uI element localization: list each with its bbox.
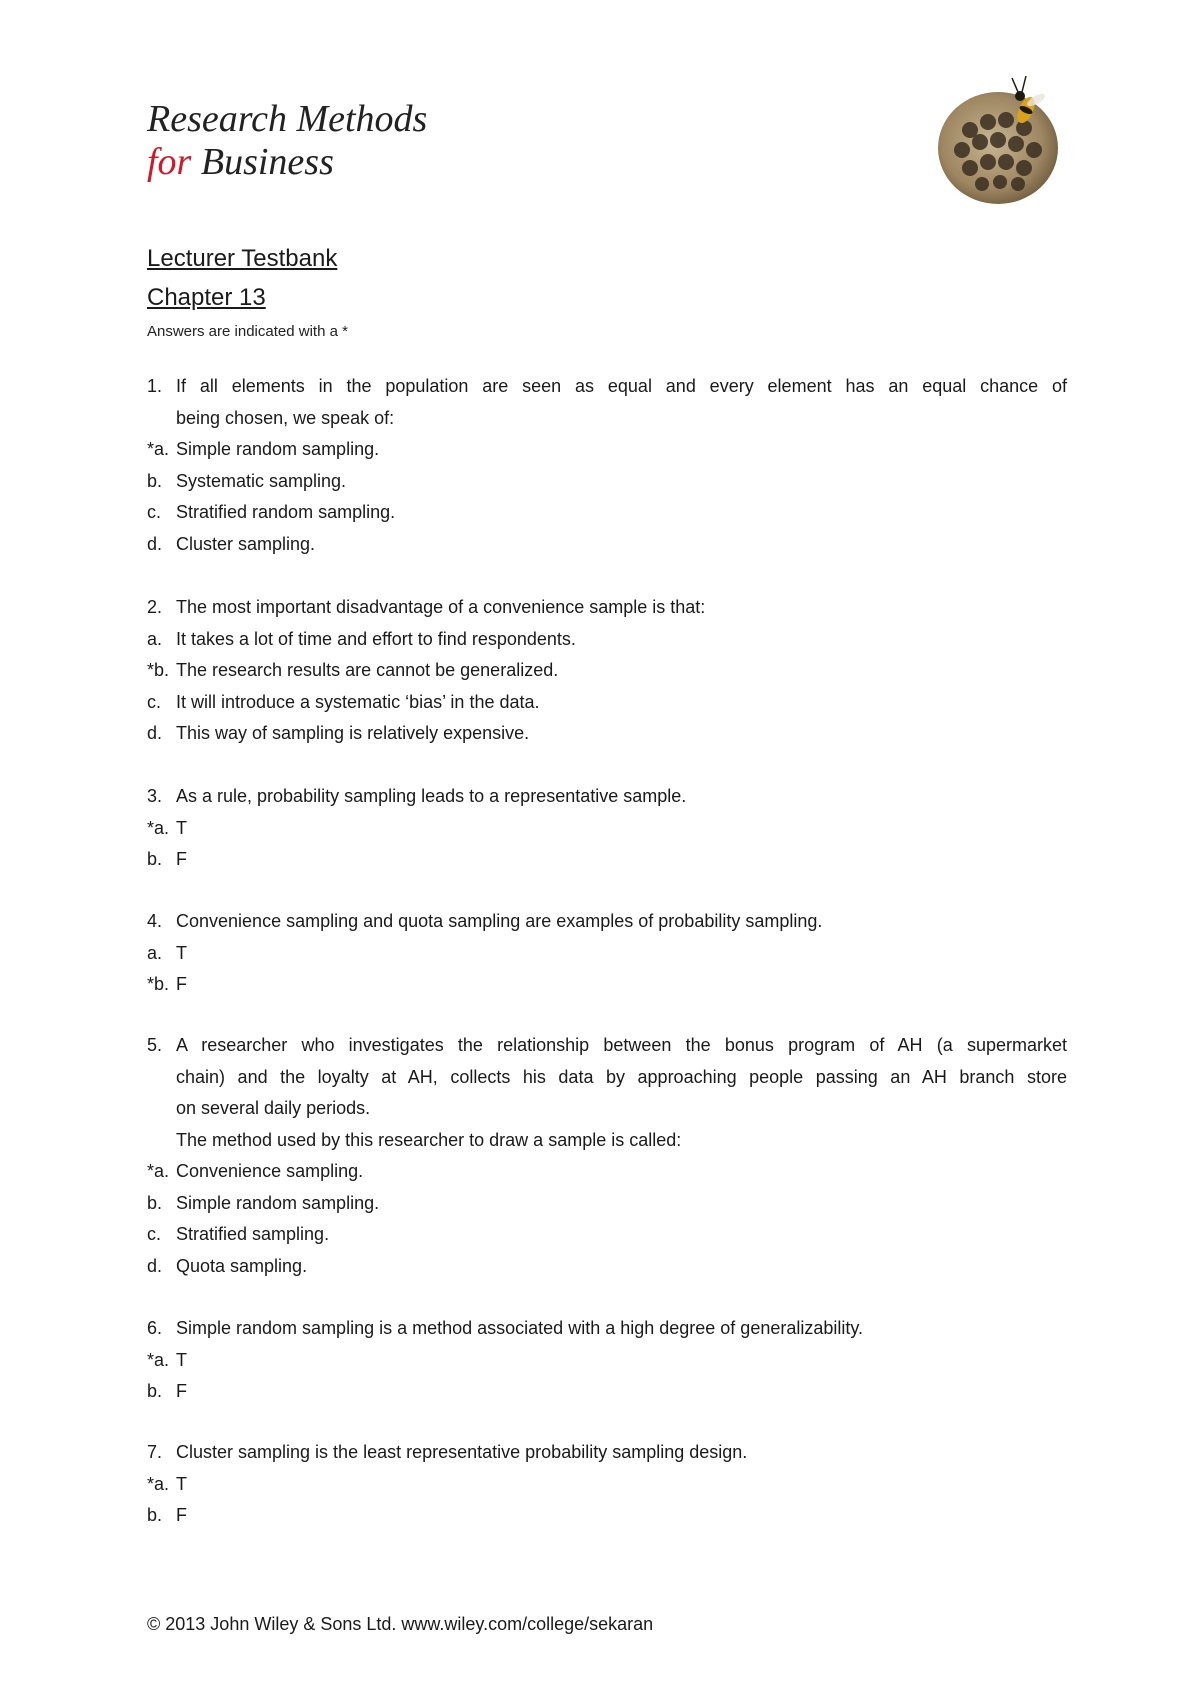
answer-option: *a. Simple random sampling. bbox=[147, 439, 380, 459]
question-4 bbox=[147, 906, 1067, 1001]
answer-option: a. It takes a lot of time and effort to find respondents. bbox=[147, 628, 576, 649]
answer-option: b. Simple random sampling. bbox=[147, 1192, 380, 1213]
book-title-line2 bbox=[147, 141, 427, 184]
question-number: 3. bbox=[147, 786, 163, 806]
question-5 bbox=[147, 1030, 1067, 1282]
question-number: 1. bbox=[147, 376, 163, 396]
answer-option: *a. T bbox=[147, 1473, 187, 1494]
question-text: chain) and the loyalty at AH, collects his data by approaching people passing an AH branch store bbox=[176, 1066, 1067, 1087]
answer-option: b. F bbox=[147, 849, 187, 869]
answer-option: c. It will introduce a systematic ‘bias’ in the data. bbox=[147, 691, 540, 712]
question-text: Cluster sampling is the least representative probability sampling design. bbox=[176, 1442, 748, 1462]
question-text: The most important disadvantage of a convenience sample is that: bbox=[176, 597, 706, 617]
question-number: 5. bbox=[147, 1035, 163, 1055]
answer-option: *b. The research results are cannot be generalized. bbox=[147, 660, 559, 680]
answer-key-note: Answers are indicated with a * bbox=[147, 323, 348, 340]
title-for: for bbox=[147, 141, 192, 183]
question-number: 6. bbox=[147, 1318, 163, 1338]
question-text: Simple random sampling is a method associated with a high degree of generalizability. bbox=[176, 1318, 864, 1338]
answer-option: *b. F bbox=[147, 974, 187, 994]
book-title-line1: Research Methods bbox=[147, 98, 428, 140]
answer-option: b. F bbox=[147, 1505, 187, 1525]
answer-option: *a. Convenience sampling. bbox=[147, 1161, 364, 1181]
answer-option: a. T bbox=[147, 942, 187, 963]
answer-option: b. F bbox=[147, 1381, 187, 1401]
answer-option: c. Stratified random sampling. bbox=[147, 502, 396, 522]
question-2 bbox=[147, 592, 1067, 750]
question-6 bbox=[147, 1313, 1067, 1408]
testbank-heading: Lecturer Testbank bbox=[147, 245, 338, 272]
question-number: 7. bbox=[147, 1442, 163, 1462]
question-7 bbox=[147, 1437, 1067, 1532]
question-number: 2. bbox=[147, 597, 163, 617]
chapter-heading: Chapter 13 bbox=[147, 284, 266, 311]
question-3 bbox=[147, 781, 1067, 876]
copyright-footer: © 2013 John Wiley & Sons Ltd. www.wiley.com/college/sekaran bbox=[147, 1614, 654, 1634]
answer-option: *a. T bbox=[147, 1349, 187, 1370]
book-title bbox=[147, 98, 427, 184]
question-text: Convenience sampling and quota sampling are examples of probability sampling. bbox=[176, 911, 823, 931]
question-text: on several daily periods. bbox=[176, 1098, 371, 1118]
answer-option: d. Cluster sampling. bbox=[147, 533, 316, 554]
answer-option: b. Systematic sampling. bbox=[147, 470, 347, 491]
question-text: The method used by this researcher to draw a sample is called: bbox=[176, 1129, 682, 1150]
question-text: being chosen, we speak of: bbox=[176, 407, 395, 428]
question-text: If all elements in the population are seen as equal and every element has an equal chance of bbox=[176, 376, 1067, 396]
question-number: 4. bbox=[147, 911, 163, 931]
question-text: As a rule, probability sampling leads to a representative sample. bbox=[176, 786, 687, 806]
wasp-nest-icon bbox=[930, 70, 1070, 210]
answer-option: d. Quota sampling. bbox=[147, 1255, 308, 1276]
title-business: Business bbox=[200, 141, 334, 183]
answer-option: *a. T bbox=[147, 817, 187, 838]
answer-option: d. This way of sampling is relatively expensive. bbox=[147, 723, 530, 743]
answer-option: c. Stratified sampling. bbox=[147, 1224, 330, 1244]
question-1 bbox=[147, 371, 1067, 560]
question-text: A researcher who investigates the relationship between the bonus program of AH (a supermarket bbox=[176, 1035, 1067, 1055]
